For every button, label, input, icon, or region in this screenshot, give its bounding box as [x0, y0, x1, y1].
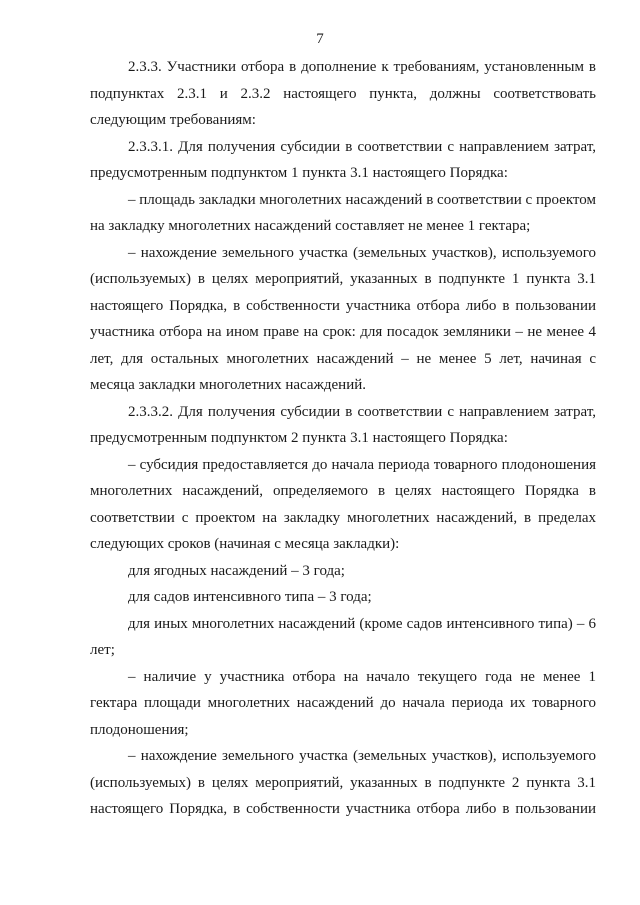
paragraph-area-requirement: – наличие у участника отбора на начало текущего года не менее 1 гектара площади многолетних насаждений до начала периода их товарного плодоношения; — [90, 668, 596, 738]
paragraph-land-plot-term-2: – нахождение земельного участка (земельных участков), используемого (используемых) в целях мероприятий, указанных в подпункте 2 пункта 3.1 настоящего Порядка, в собственности участника отбора либо в пользовании — [90, 748, 596, 817]
paragraph-berry-term: для ягодных насаждений – 3 года; — [128, 562, 345, 579]
paragraph-orchard-term: для садов интенсивного типа – 3 года; — [128, 589, 372, 605]
paragraph-subsidy-period: – субсидия предоставляется до начала периода товарного плодоношения многолетних насаждений, определяемого в целях настоящего Порядка в соответствии с проектом на закладку многолетних насаждений, в пределах следующих сроков (начиная с месяца закладки): — [90, 456, 596, 552]
paragraph-2-3-3: 2.3.3. Участники отбора в дополнение к требованиям, установленным в подпунктах 2.3.1 и 2.3.2 настоящего пункта, должны соответствовать следующим требованиям: — [90, 59, 596, 128]
paragraph-other-term: для иных многолетних насаждений (кроме садов интенсивного типа) – 6 лет; — [90, 615, 596, 658]
paragraph-2-3-3-2: 2.3.3.2. Для получения субсидии в соответствии с направлением затрат, предусмотренным подпунктом 2 пункта 3.1 настоящего Порядка: — [90, 403, 596, 446]
paragraph-land-plot-term: – нахождение земельного участка (земельных участков), используемого (используемых) в целях мероприятий, указанных в подпункте 1 пункта 3.1 настоящего Порядка, в собственности участника отбора либо в пользовании участника отбора на ином праве на срок: для посадок земляники – не менее 4 лет, для остальных многолетних насаждений – не менее 5 лет, начиная с месяца закладки многолетних насаждений. — [90, 244, 596, 393]
page-number: 7 — [316, 31, 324, 47]
paragraph-2-3-3-1: 2.3.3.1. Для получения субсидии в соответствии с направлением затрат, предусмотренным подпунктом 1 пункта 3.1 настоящего Порядка: — [90, 138, 596, 181]
document-body — [90, 54, 596, 823]
paragraph-planting-area: – площадь закладки многолетних насаждений в соответствии с проектом на закладку многолетних насаждений составляет не менее 1 гектара; — [90, 191, 596, 234]
